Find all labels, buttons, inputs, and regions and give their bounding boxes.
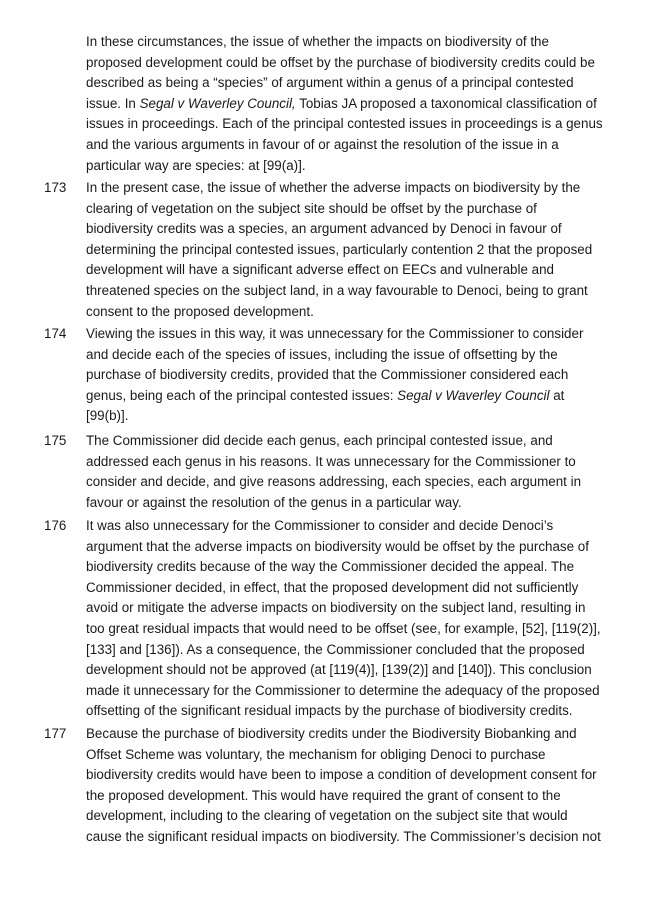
text-run: Offset Scheme was voluntary, the mechanism for obliging Denoci to purchase	[86, 746, 546, 762]
text-run: threatened species on the subject land, in a way favourable to Denoci, being to grant	[86, 282, 588, 298]
text-run: issue. In	[86, 95, 140, 111]
text-run: avoid or mitigate the adverse impacts on biodiversity on the subject land, resulting in	[86, 600, 586, 616]
text-line	[86, 135, 606, 156]
text-run: and decide each of the species of issues, including the issue of offsetting by the	[86, 346, 558, 362]
text-line	[86, 156, 606, 177]
text-run: at	[549, 387, 565, 403]
text-line	[86, 493, 606, 514]
text-line	[86, 640, 606, 661]
text-line	[86, 219, 606, 240]
paragraph-177	[86, 724, 606, 848]
text-run: [133] and [136]). As a consequence, the Commissioner concluded that the proposed	[86, 641, 585, 657]
paragraph-number: 173	[44, 180, 67, 195]
text-run: biodiversity credits was a species, an argument advanced by Denoci in favour of	[86, 221, 562, 237]
text-run: In the present case, the issue of whether the adverse impacts on biodiversity by the	[86, 180, 581, 195]
text-line	[86, 806, 606, 827]
text-run: offsetting of the significant residual impacts by the purchase of biodiversity credits.	[86, 703, 573, 719]
paragraph-174	[86, 324, 606, 427]
text-run: clearing of vegetation on the subject site should be offset by the purchase of	[86, 200, 537, 216]
paragraph-number: 174	[44, 326, 67, 341]
text-run: Tobias JA proposed a taxonomical classification of	[295, 95, 597, 111]
text-run: made it unnecessary for the Commissioner to determine the adequacy of the proposed	[86, 682, 600, 698]
text-run: issues in proceedings. Each of the principal contested issues in proceedings is a genus	[86, 116, 603, 132]
text-line	[86, 302, 606, 323]
text-run: described as being a “species” of argument within a genus of a principal contested	[86, 75, 574, 91]
text-line	[86, 619, 606, 640]
text-line	[86, 452, 606, 473]
case-citation: Segal v Waverley Council,	[139, 95, 296, 111]
text-run: Viewing the issues in this way, it was unnecessary for the Commissioner to consider	[86, 326, 584, 341]
text-run: determining the principal contested issues, particularly contention 2 that the proposed	[86, 241, 593, 257]
paragraph-176	[86, 516, 606, 722]
text-run: [99(b)].	[86, 408, 129, 424]
text-line	[86, 365, 606, 386]
text-run: favour or against the resolution of the genus in a particular way.	[86, 494, 462, 510]
paragraph-intro	[86, 32, 606, 176]
text-run: proposed development could be offset by the purchase of biodiversity credits could be	[86, 54, 595, 70]
text-line	[86, 537, 606, 558]
text-run: cause the significant residual impacts on biodiversity. The Commissioner’s decision not	[86, 828, 601, 844]
text-run: purchase of biodiversity credits, provided that the Commissioner considered each	[86, 367, 569, 383]
text-line	[86, 786, 606, 807]
text-run: The Commissioner did decide each genus, each principal contested issue, and	[86, 433, 553, 448]
text-line	[86, 199, 606, 220]
text-run: In these circumstances, the issue of whether the impacts on biodiversity of the	[86, 34, 549, 49]
text-run: the proposed development. This would have required the grant of consent to the	[86, 787, 561, 803]
text-line	[86, 386, 606, 407]
text-line	[86, 114, 606, 135]
text-run: argument that the adverse impacts on biodiversity would be offset by the purchase of	[86, 538, 589, 554]
text-line	[86, 827, 606, 848]
paragraph-175	[86, 431, 606, 513]
text-line	[86, 260, 606, 281]
text-line	[86, 472, 606, 493]
text-run: genus, being each of the principal contested issues:	[86, 387, 398, 403]
text-line	[86, 406, 606, 427]
text-run: particular way are species: at [99(a)].	[86, 157, 306, 173]
text-run: addressed each genus in his reasons. It was unnecessary for the Commissioner to	[86, 453, 576, 469]
case-citation: Segal v Waverley Council	[397, 387, 550, 403]
text-line	[86, 240, 606, 261]
text-run: development will have a significant adverse effect on EECs and vulnerable and	[86, 262, 554, 278]
text-line	[86, 765, 606, 786]
text-run: and the various arguments in favour of or against the resolution of the issue in a	[86, 136, 559, 152]
text-line	[86, 701, 606, 722]
text-run: too great residual impacts that would need to be offset (see, for example, [52], [119(2)],	[86, 620, 601, 636]
paragraph-number: 176	[44, 518, 67, 533]
text-run: biodiversity credits would have been to impose a condition of development consent for	[86, 767, 597, 783]
text-line	[86, 73, 606, 94]
text-line	[86, 53, 606, 74]
text-line	[86, 94, 606, 115]
text-line	[86, 724, 606, 745]
paragraph-173	[86, 178, 606, 322]
text-line	[86, 345, 606, 366]
text-run: biodiversity credits because of the way the Commissioner decided the appeal. The	[86, 559, 575, 575]
text-line	[86, 32, 606, 53]
paragraph-number: 177	[44, 726, 67, 741]
text-line	[86, 598, 606, 619]
paragraph-number: 175	[44, 433, 67, 448]
text-line	[86, 281, 606, 302]
text-line	[86, 681, 606, 702]
text-run: consider and decide, and give reasons addressing, each species, each argument in	[86, 474, 582, 490]
text-line	[86, 516, 606, 537]
text-run: development, including to the clearing of vegetation on the subject site that would	[86, 808, 568, 824]
text-line	[86, 557, 606, 578]
text-run: consent to the proposed development.	[86, 303, 314, 319]
text-run: development should not be approved (at [119(4)], [139(2)] and [140]). This conclusion	[86, 662, 592, 678]
text-line	[86, 178, 606, 199]
text-line	[86, 431, 606, 452]
text-run: Because the purchase of biodiversity credits under the Biodiversity Biobanking and	[86, 726, 577, 741]
text-line	[86, 745, 606, 766]
text-line	[86, 578, 606, 599]
text-run: It was also unnecessary for the Commissioner to consider and decide Denoci’s	[86, 518, 554, 533]
text-run: Commissioner decided, in effect, that the proposed development did not sufficiently	[86, 579, 579, 595]
text-line	[86, 324, 606, 345]
text-line	[86, 660, 606, 681]
